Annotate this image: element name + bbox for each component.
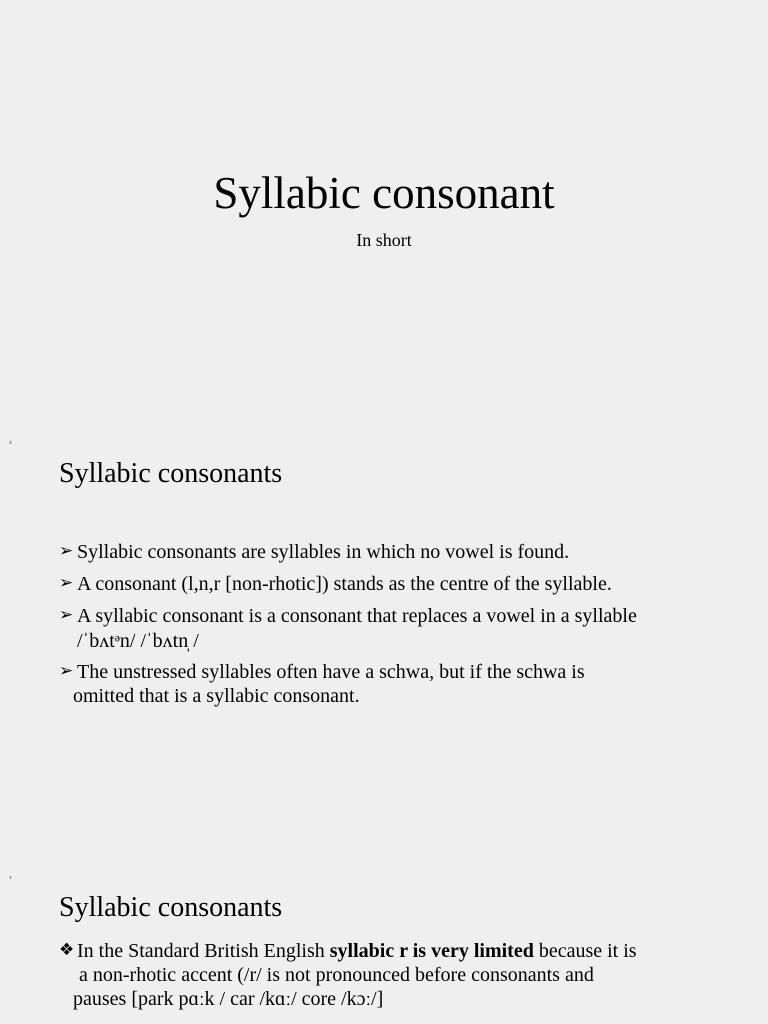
bullet-list [59, 540, 739, 708]
bullet-text: A syllabic consonant is a consonant that replaces a vowel in a syllable [77, 605, 637, 627]
slide-subtitle: In short [356, 230, 412, 250]
list-item [59, 604, 739, 628]
bullet-text-continuation: a non-rhotic accent (/r/ is not pronounced before consonants and [79, 964, 594, 986]
list-item [59, 660, 739, 708]
bullet-text-start: In the Standard British English [77, 940, 330, 962]
diamond-bullet-icon: ❖ [59, 940, 75, 960]
arrow-bullet-icon: ➢ [59, 573, 74, 593]
bullet-text-end: because it is [533, 940, 637, 962]
arrow-bullet-icon: ➢ [59, 661, 74, 681]
slide-heading: Syllabic consonants [59, 892, 283, 923]
content-slide-syllabic-r [0, 855, 768, 1024]
bullet-text-continuation: omitted that is a syllabic consonant. [73, 685, 360, 707]
bullet-text-bold: syllabic r is very limited [329, 940, 534, 962]
slide-heading: Syllabic consonants [59, 458, 283, 489]
bullet-text-continuation: pauses [park pɑːk / car /kɑː/ core /kɔː/] [73, 988, 384, 1010]
bullet-text: A consonant (l,n,r [non-rhotic]) stands as the centre of the syllable. [77, 573, 612, 595]
slide-title: Syllabic consonant [213, 168, 555, 218]
title-slide [0, 0, 768, 420]
bullet-text: Syllabic consonants are syllables in which no vowel is found. [77, 541, 570, 563]
bullet-list [59, 939, 739, 1011]
arrow-bullet-icon: ➢ [59, 541, 74, 561]
list-item [59, 540, 739, 564]
ipa-transcription [59, 629, 739, 653]
ipa-text: /ˈbʌtᵊn/ /ˈbʌtn̩ / [77, 630, 199, 652]
slide-corner-mark: ¹ [9, 440, 12, 448]
bullet-text: The unstressed syllables often have a schwa, but if the schwa is [77, 661, 585, 683]
arrow-bullet-icon: ➢ [59, 605, 74, 625]
list-item [59, 572, 739, 596]
content-slide-syllabic-consonants [0, 420, 768, 855]
slide-corner-mark: ¹ [9, 875, 12, 883]
list-item [59, 939, 739, 1011]
